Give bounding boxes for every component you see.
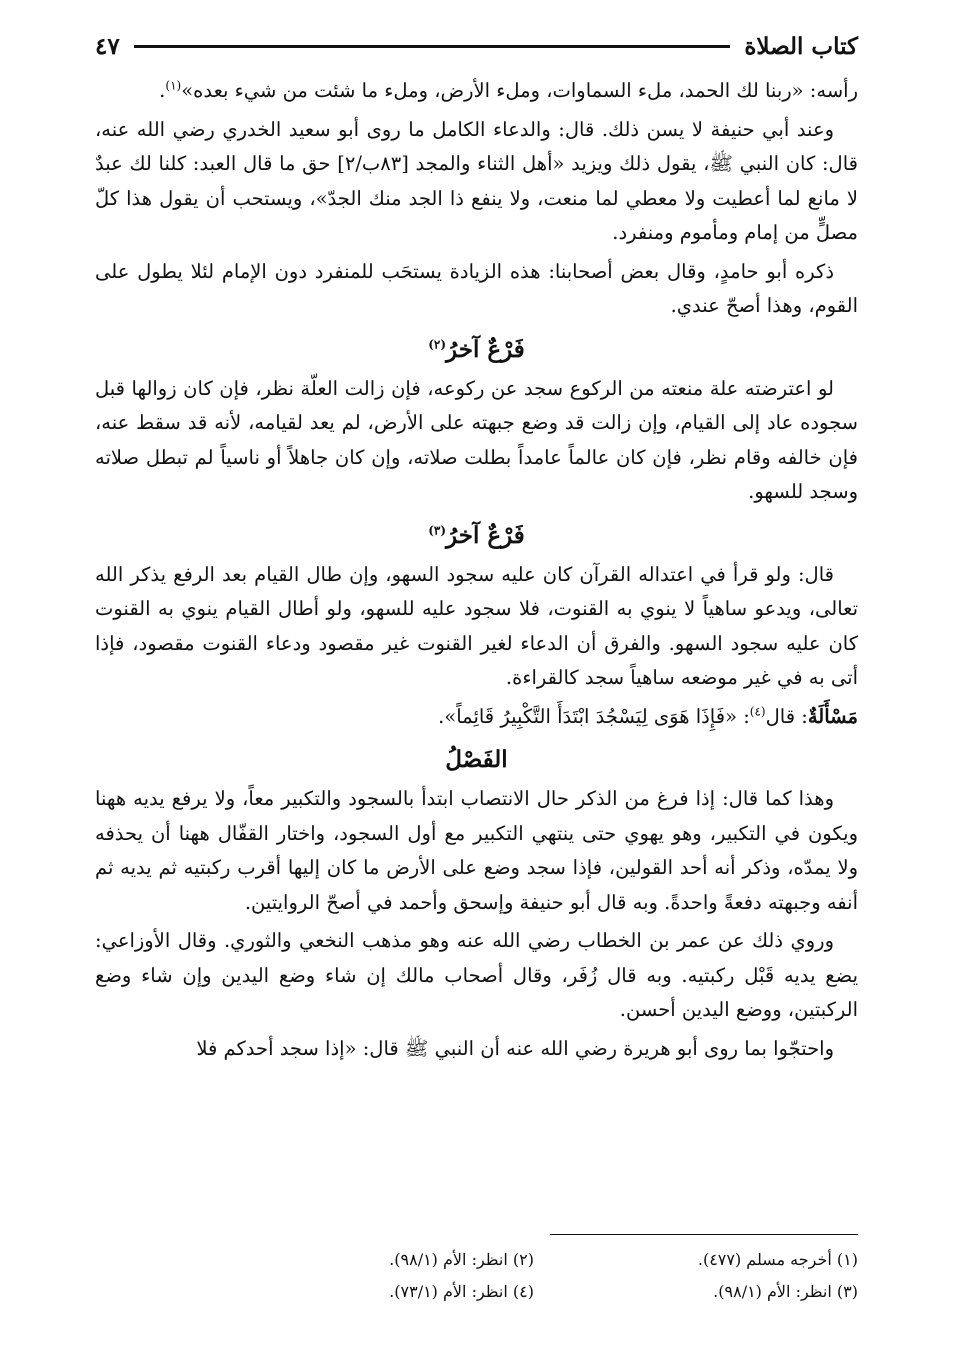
page-header bbox=[95, 28, 858, 64]
page-number: ٤٧ bbox=[95, 32, 120, 60]
footnotes bbox=[250, 1248, 858, 1304]
footnote-number: (١) bbox=[836, 1250, 858, 1269]
paragraph-1-end: . bbox=[159, 79, 166, 102]
footnote-text: أخرجه مسلم (٤٧٧). bbox=[697, 1250, 832, 1269]
page-body bbox=[95, 74, 858, 1070]
masala-text: : «فَإِذَا هَوَى لِيَسْجُدَ ابْتَدَأَ التَّكْبِيرُ قَائِماً». bbox=[438, 704, 750, 728]
footnote-ref-1: (١) bbox=[165, 78, 182, 93]
paragraph-6: وهذا كما قال: إذا فرغ من الذكر حال الانتصاب ابتدأ بالسجود والتكبير معاً، ولا يرفع يديه ههنا ويكون في التكبير، وهو يهوي حتى ينتهي التكبير مع أول السجود، واختار القفّال ههنا أن يحذفه ولا يمدّه، وذكر أنه أحد القولين، فإذا سجد وضع على الأرض ما كان إليها أقرب ركبتيه ثم يديه ثم أنفه وجبهته دفعةً واحدةً. وبه قال أبو حنيفة وإسحق وأحمد في أصحّ الروايتين. bbox=[95, 787, 858, 914]
footnote-text: انظر: الأم (٩٨/١). bbox=[389, 1250, 508, 1269]
footnote-3 bbox=[574, 1280, 858, 1304]
footnote-ref-2: (٢) bbox=[428, 336, 447, 351]
section-heading-1 bbox=[95, 328, 858, 372]
paragraph-5: قال: ولو قرأ في اعتداله القرآن كان عليه سجود السهو، وإن طال القيام بعد الرفع يذكر الله تعالى، ويدعو ساهياً لا ينوي به القنوت، فلا سجود عليه للسهو، ولو أطال القيام ينوي به القنوت كان عليه سجود السهو. والفرق أن الدعاء لغير القنوت غير مقصود ودعاء القنوت مقصود، فإذا أتى به في غير موضعه ساهياً سجد كالقراءة. bbox=[95, 562, 858, 689]
paragraph-4: لو اعترضته علة منعته من الركوع سجد عن ركوعه، فإن زالت العلّة نظر، فإن كان زوالها قبل سجوده عاد إلى القيام، وإن زالت قد وضع جبهته على الأرض، لم يعد لقيامه، لأنه قد سقط عنه، فإن خالفه وقام نظر، فإن كان عالماً عامداً بطلت صلاته، وإن كان جاهلاً أو ناسياً لم تبطل صلاته وسجد للسهو. bbox=[95, 376, 858, 503]
footnote-ref-3: (٣) bbox=[428, 522, 447, 537]
paragraph-1 bbox=[95, 74, 858, 109]
paragraph-2: وعند أبي حنيفة لا يسن ذلك. قال: والدعاء الكامل ما روى أبو سعيد الخدري رضي الله عنه، قال: كان النبي ﷺ، يقول ذلك ويزيد «أهل الثناء والمجد [٨٣ب/٢] حق ما قال العبد: كلنا لك عبدٌ لا مانع لما أعطيت ولا معطي لما منعت، ولا ينفع ذا الجد منك الجدّ»، ويستحب أن يقول هذا كلّ مصلٍّ من إمام ومأموم ومنفرد. bbox=[95, 117, 858, 244]
masala-say: : قال bbox=[765, 704, 808, 728]
paragraph-3: ذكره أبو حامدٍ، وقال بعض أصحابنا: هذه الزيادة يستحَب للمنفرد دون الإمام لئلا يطول على القوم، وهذا أصحّ عندي. bbox=[95, 259, 858, 317]
section-heading-3: الفَصْلُ bbox=[445, 746, 508, 773]
footnote-1 bbox=[574, 1248, 858, 1272]
header-rule bbox=[134, 45, 731, 48]
masala-line bbox=[95, 700, 858, 735]
footnote-number: (٤) bbox=[512, 1282, 534, 1301]
running-title: كتاب الصلاة bbox=[744, 32, 858, 60]
footnote-2 bbox=[250, 1248, 534, 1272]
paragraph-8: واحتجّوا بما روى أبو هريرة رضي الله عنه أن النبي ﷺ قال: «إذا سجد أحدكم فلا bbox=[196, 1036, 834, 1060]
footnote-number: (٣) bbox=[836, 1282, 858, 1301]
masala-lead: مَسْأَلَةٌ bbox=[807, 704, 858, 728]
footnote-ref-4: (٤) bbox=[749, 704, 766, 718]
footnote-number: (٢) bbox=[512, 1250, 534, 1269]
section-heading-2-text: فَرْعٌ آخرُ bbox=[446, 521, 525, 549]
section-heading-1-text: فَرْعٌ آخرُ bbox=[446, 335, 525, 363]
footnote-text: انظر: الأم (٧٣/١). bbox=[389, 1282, 508, 1301]
footnote-separator bbox=[550, 1234, 858, 1235]
section-heading-2 bbox=[95, 514, 858, 558]
footnote-text: انظر: الأم (٩٨/١). bbox=[713, 1282, 832, 1301]
paragraph-1-text: رأسه: «ربنا لك الحمد، ملء السماوات، وملء الأرض، وملء ما شئت من شيء بعده» bbox=[181, 79, 858, 102]
footnote-4 bbox=[250, 1280, 534, 1304]
paragraph-7: وروي ذلك عن عمر بن الخطاب رضي الله عنه وهو مذهب النخعي والثوري. وقال الأوزاعي: يضع يديه قَبْل ركبتيه. وبه قال زُفَر، وقال أصحاب مالك إن شاء وضع اليدين وإن شاء وضع الركبتين، ووضع اليدين أحسن. bbox=[95, 929, 858, 1021]
